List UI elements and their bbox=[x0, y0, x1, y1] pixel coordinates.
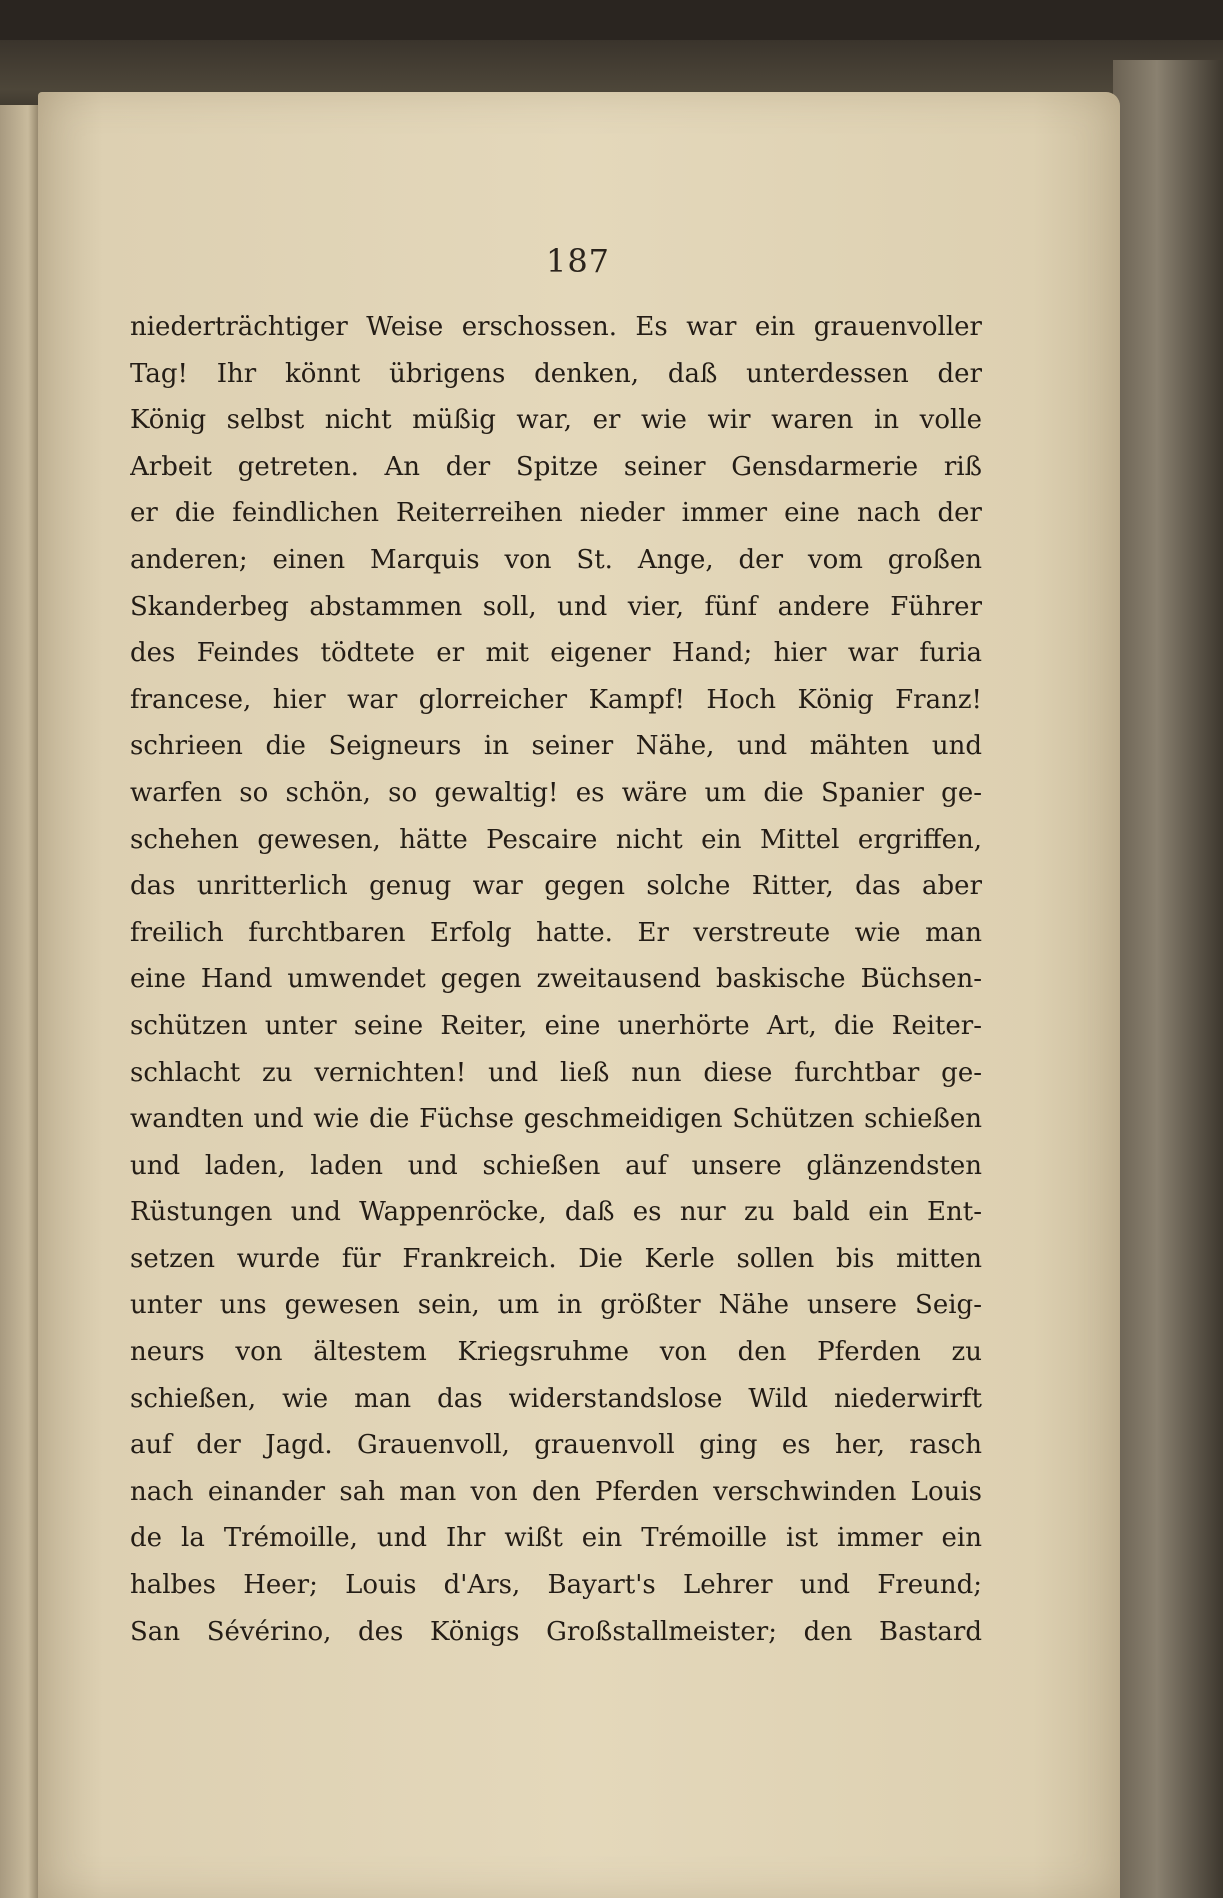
text-line: warfen so schön, so gewaltig! es wäre um die Spanier ge- bbox=[130, 777, 982, 808]
text-line: francese, hier war glorreicher Kampf! Hoch König Franz! bbox=[130, 684, 982, 715]
text-line: Tag! Ihr könnt übrigens denken, daß unterdessen der bbox=[130, 358, 982, 389]
text-line: das unritterlich genug war gegen solche Ritter, das aber bbox=[130, 871, 982, 902]
text-line: setzen wurde für Frankreich. Die Kerle sollen bis mitten bbox=[130, 1243, 982, 1274]
text-line: auf der Jagd. Grauenvoll, grauenvoll ging es her, rasch bbox=[130, 1430, 982, 1461]
text-line: Arbeit getreten. An der Spitze seiner Gensdarmerie riß bbox=[130, 451, 982, 482]
text-line: schlacht zu vernichten! und ließ nun diese furchtbar ge- bbox=[130, 1057, 982, 1088]
book-page bbox=[38, 92, 1120, 1898]
text-line: Skanderbeg abstammen soll, und vier, fünf andere Führer bbox=[130, 591, 982, 622]
text-line: freilich furchtbaren Erfolg hatte. Er verstreute wie man bbox=[130, 917, 982, 948]
text-line: niederträchtiger Weise erschossen. Es war ein grauenvoller bbox=[130, 312, 982, 342]
page-number: 187 bbox=[545, 242, 611, 280]
text-line: schrieen die Seigneurs in seiner Nähe, und mähten und bbox=[130, 731, 982, 762]
text-line: und laden, laden und schießen auf unsere glänzendsten bbox=[130, 1150, 982, 1181]
text-line: nach einander sah man von den Pferden verschwinden Louis bbox=[130, 1476, 982, 1507]
text-line: schehen gewesen, hätte Pescaire nicht ein Mittel ergriffen, bbox=[130, 824, 982, 855]
text-line: unter uns gewesen sein, um in größter Nähe unsere Seig- bbox=[130, 1290, 982, 1321]
text-line: Rüstungen und Wappenröcke, daß es nur zu bald ein Ent- bbox=[130, 1197, 982, 1228]
text-line: halbes Heer; Louis d'Ars, Bayart's Lehrer und Freund; bbox=[130, 1570, 982, 1601]
text-line: eine Hand umwendet gegen zweitausend baskische Büchsen- bbox=[130, 964, 982, 995]
text-line: wandten und wie die Füchse geschmeidigen Schützen schießen bbox=[130, 1104, 982, 1135]
body-text bbox=[130, 304, 982, 1655]
book-cover-edge bbox=[1113, 60, 1223, 1898]
text-line: König selbst nicht müßig war, er wie wir waren in volle bbox=[130, 405, 982, 436]
text-line: de la Trémoille, und Ihr wißt ein Trémoille ist immer ein bbox=[130, 1523, 982, 1554]
text-line: anderen; einen Marquis von St. Ange, der vom großen bbox=[130, 544, 982, 575]
facing-page-edge bbox=[0, 105, 40, 1898]
text-line: er die feindlichen Reiterreihen nieder immer eine nach der bbox=[130, 498, 982, 529]
text-line: San Sévérino, des Königs Großstallmeister; den Bastard bbox=[130, 1616, 982, 1647]
text-line: neurs von ältestem Kriegsruhme von den Pferden zu bbox=[130, 1337, 982, 1368]
text-line: schießen, wie man das widerstandslose Wild niederwirft bbox=[130, 1383, 982, 1414]
text-line: des Feindes tödtete er mit eigener Hand; hier war furia bbox=[130, 638, 982, 669]
text-line: schützen unter seine Reiter, eine unerhörte Art, die Reiter- bbox=[130, 1010, 982, 1041]
